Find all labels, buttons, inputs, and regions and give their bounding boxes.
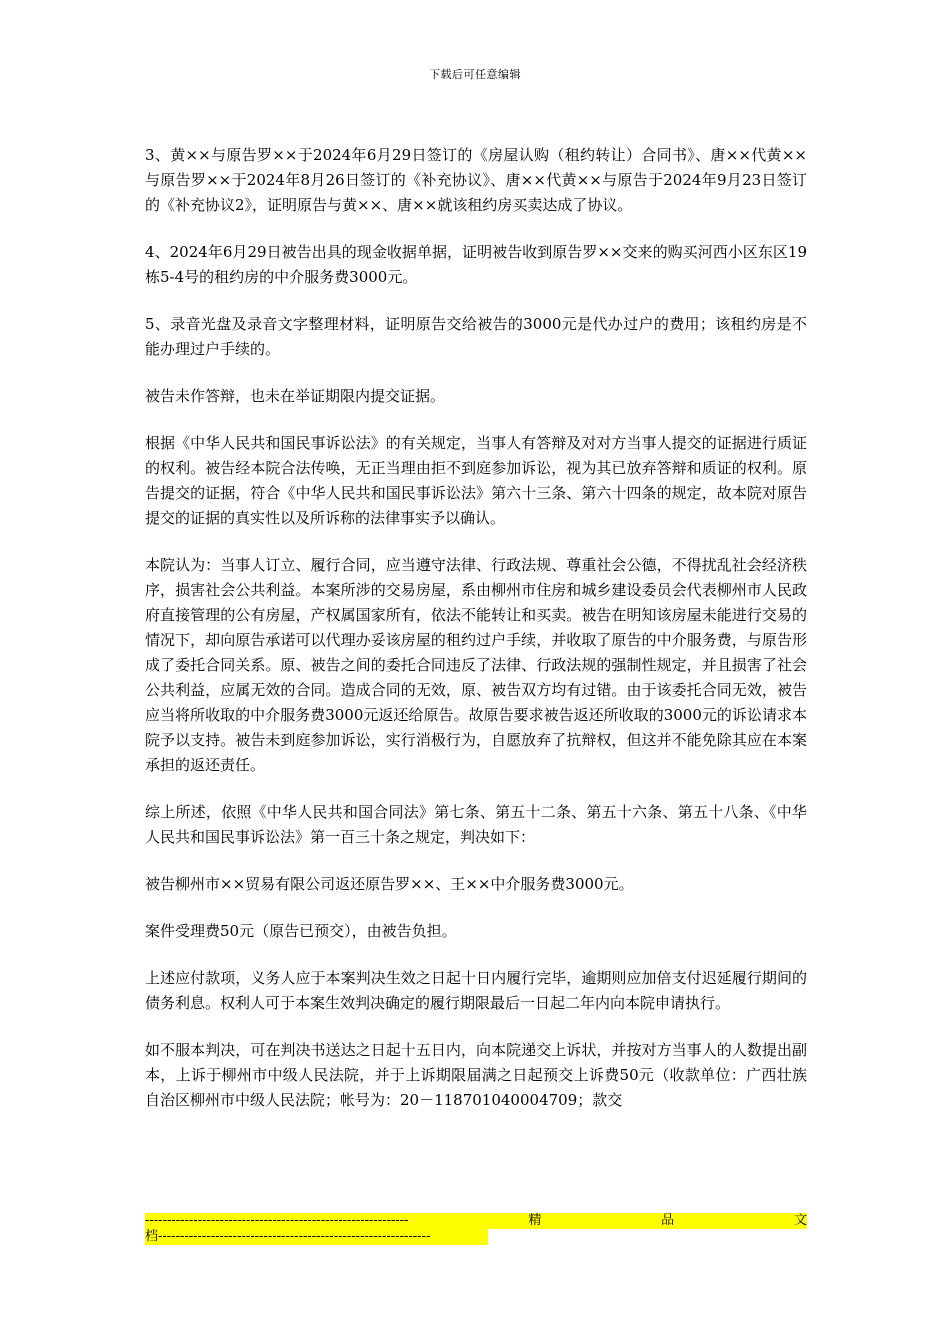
page-header: 下载后可任意编辑 — [429, 68, 521, 81]
paragraph-evidence-confirmation: 根据《中华人民共和国民事诉讼法》的有关规定，当事人有答辩及对对方当事人提交的证据进行质证的权利。被告经本院合法传唤，无正当理由拒不到庭参加诉讼，视为其已放弃答辩和质证的权利。原告提交的证据，符合《中华人民共和国民事诉讼法》第六十三条、第六十四条的规定，故本院对原告提交的证据的真实性以及所诉称的法律事实予以确认。 — [145, 434, 807, 527]
footer-line-1 — [145, 1213, 807, 1229]
paragraph-evidence-3: 3、黄××与原告罗××于2024年6月29日签订的《房屋认购（租约转让）合同书》、唐××代黄××与原告罗××于2024年8月26日签订的《补充协议》、唐××代黄××与原告于2024年9月23日签订的《补充协议2》，证明原告与黄××、唐××就该租约房买卖达成了协议。 — [145, 146, 807, 214]
footer-char-3: 文 — [793, 1213, 807, 1228]
paragraph-payment-terms: 上述应付款项，义务人应于本案判决生效之日起十日内履行完毕，逾期则应加倍支付迟延履行期间的债务利息。权利人可于本案生效判决确定的履行期限最后一日起二年内向本院申请执行。 — [145, 969, 807, 1012]
paragraph-evidence-4: 4、2024年6月29日被告出具的现金收据单据，证明被告收到原告罗××交来的购买河西小区东区19栋5-4号的租约房的中介服务费3000元。 — [145, 243, 807, 286]
paragraph-case-fee: 案件受理费50元（原告已预交），由被告负担。 — [145, 922, 457, 940]
highlighted-footer — [145, 1213, 807, 1249]
paragraph-evidence-5: 5、录音光盘及录音文字整理材料，证明原告交给被告的3000元是代办过户的费用；该租约房是不能办理过户手续的。 — [145, 315, 807, 358]
paragraph-court-opinion: 本院认为：当事人订立、履行合同，应当遵守法律、行政法规、尊重社会公德，不得扰乱社会经济秩序，损害社会公共利益。本案所涉的交易房屋，系由柳州市住房和城乡建设委员会代表柳州市人民政府直接管理的公有房屋，产权属国家所有，依法不能转让和买卖。被告在明知该房屋未能进行交易的情况下，却向原告承诺可以代理办妥该房屋的租约过户手续，并收取了原告的中介服务费，与原告形成了委托合同关系。原、被告之间的委托合同违反了法律、行政法规的强制性规定，并且损害了社会公共利益，应属无效的合同。造成合同的无效，原、被告双方均有过错。由于该委托合同无效，被告应当将所收取的中介服务费3000元返还给原告。故原告要求被告返还所收取的3000元的诉讼请求本院予以支持。被告未到庭参加诉讼，实行消极行为，自愿放弃了抗辩权，但这并不能免除其应在本案承担的返还责任。 — [145, 556, 807, 774]
paragraph-legal-basis: 综上所述，依照《中华人民共和国合同法》第七条、第五十二条、第五十六条、第五十八条、《中华人民共和国民事诉讼法》第一百三十条之规定，判决如下： — [145, 803, 807, 846]
footer-dashes: ------------------------------------------------------------ — [145, 1213, 409, 1228]
paragraph-defendant-no-reply: 被告未作答辩，也未在举证期限内提交证据。 — [145, 387, 446, 405]
footer-line-2: 档-------------------------------------------------------------- — [145, 1229, 488, 1245]
paragraph-judgment: 被告柳州市××贸易有限公司返还原告罗××、王××中介服务费3000元。 — [145, 875, 634, 893]
document-body — [145, 143, 807, 1135]
footer-char-2: 品 — [661, 1213, 675, 1228]
paragraph-appeal-notice: 如不服本判决，可在判决书送达之日起十五日内，向本院递交上诉状，并按对方当事人的人数提出副本，上诉于柳州市中级人民法院，并于上诉期限届满之日起预交上诉费50元（收款单位：广西壮族自治区柳州市中级人民法院；帐号为：20－118701040004709；款交 — [145, 1041, 807, 1109]
footer-char-1: 精 — [528, 1213, 542, 1228]
